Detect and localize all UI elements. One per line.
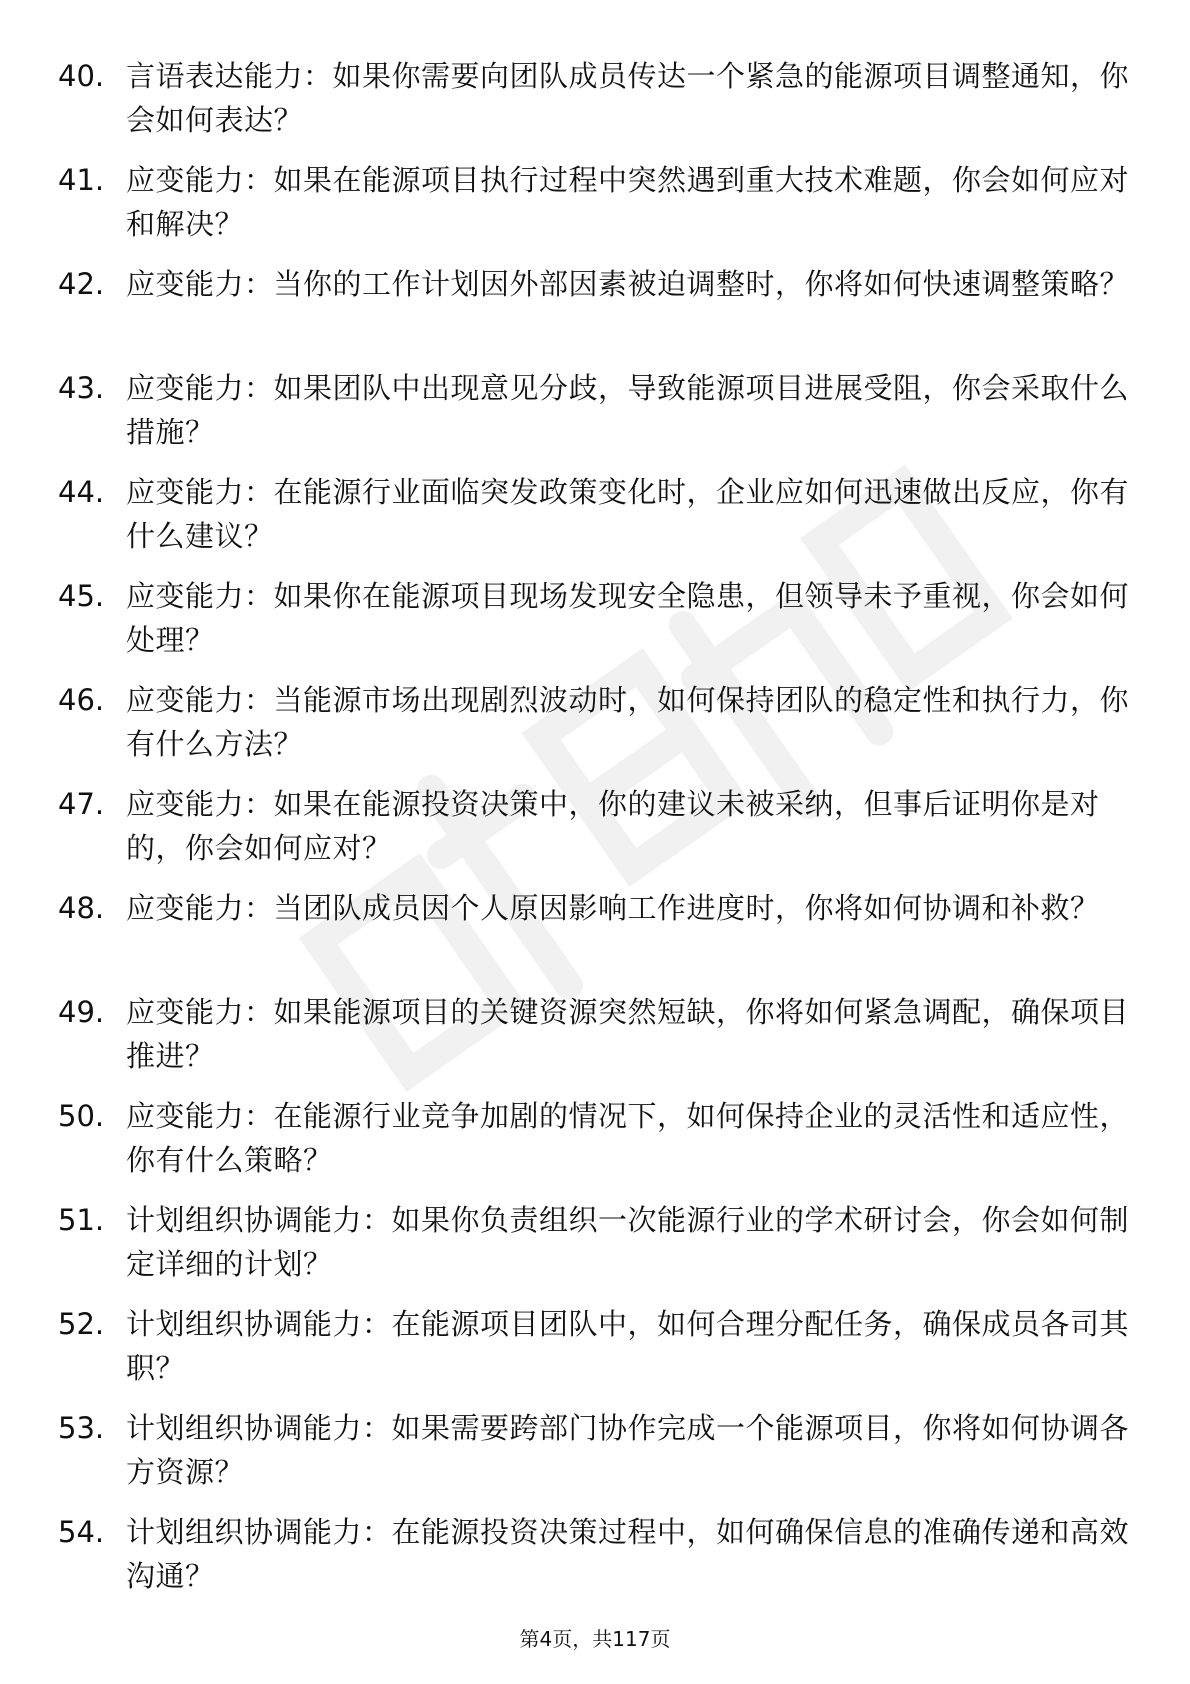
question-number: 48.	[58, 891, 105, 925]
question-text: 应变能力：如果能源项目的关键资源突然短缺，你将如何紧急调配，确保项目推进？	[126, 995, 1130, 1073]
question-item	[58, 1406, 1138, 1510]
question-number: 42.	[58, 267, 105, 301]
question-number: 53.	[58, 1411, 105, 1445]
question-text: 计划组织协调能力：如果你负责组织一次能源行业的学术研讨会，你会如何制定详细的计划？	[126, 1203, 1130, 1281]
question-number: 52.	[58, 1307, 105, 1341]
question-text: 计划组织协调能力：在能源投资决策过程中，如何确保信息的准确传递和高效沟通？	[126, 1515, 1130, 1593]
question-text: 言语表达能力：如果你需要向团队成员传达一个紧急的能源项目调整通知，你会如何表达？	[126, 59, 1130, 137]
question-item	[58, 678, 1138, 782]
question-item	[58, 1198, 1138, 1302]
question-item	[58, 158, 1138, 262]
question-text: 应变能力：如果你在能源项目现场发现安全隐患，但领导未予重视，你会如何处理？	[126, 579, 1130, 657]
question-number: 41.	[58, 163, 105, 197]
question-item	[58, 886, 1138, 990]
question-item	[58, 366, 1138, 470]
page-footer: 第4页，共117页	[519, 1627, 671, 1651]
question-item	[58, 990, 1138, 1094]
question-text: 应变能力：在能源行业竞争加剧的情况下，如何保持企业的灵活性和适应性，你有什么策略？	[126, 1099, 1130, 1177]
question-item	[58, 574, 1138, 678]
question-text: 应变能力：当团队成员因个人原因影响工作进度时，你将如何协调和补救？	[126, 891, 1100, 925]
question-list	[58, 54, 1138, 1614]
question-item	[58, 470, 1138, 574]
question-item	[58, 1094, 1138, 1198]
question-text: 应变能力：如果团队中出现意见分歧，导致能源项目进展受阻，你会采取什么措施？	[126, 371, 1130, 449]
question-item	[58, 782, 1138, 886]
question-number: 44.	[58, 475, 105, 509]
question-number: 54.	[58, 1515, 105, 1549]
question-text: 计划组织协调能力：如果需要跨部门协作完成一个能源项目，你将如何协调各方资源？	[126, 1411, 1130, 1489]
question-number: 45.	[58, 579, 105, 613]
question-number: 49.	[58, 995, 105, 1029]
question-item	[58, 54, 1138, 158]
question-text: 计划组织协调能力：在能源项目团队中，如何合理分配任务，确保成员各司其职？	[126, 1307, 1130, 1385]
question-text: 应变能力：如果在能源投资决策中，你的建议未被采纳，但事后证明你是对的，你会如何应对？	[126, 787, 1100, 865]
question-number: 51.	[58, 1203, 105, 1237]
question-number: 43.	[58, 371, 105, 405]
question-item	[58, 262, 1138, 366]
question-item	[58, 1510, 1138, 1614]
question-item	[58, 1302, 1138, 1406]
question-text: 应变能力：在能源行业面临突发政策变化时，企业应如何迅速做出反应，你有什么建议？	[126, 475, 1130, 553]
question-number: 46.	[58, 683, 105, 717]
question-number: 50.	[58, 1099, 105, 1133]
question-text: 应变能力：当能源市场出现剧烈波动时，如何保持团队的稳定性和执行力，你有什么方法？	[126, 683, 1130, 761]
question-number: 47.	[58, 787, 105, 821]
question-text: 应变能力：当你的工作计划因外部因素被迫调整时，你将如何快速调整策略？	[126, 267, 1130, 301]
question-text: 应变能力：如果在能源项目执行过程中突然遇到重大技术难题，你会如何应对和解决？	[126, 163, 1130, 241]
question-number: 40.	[58, 59, 105, 93]
